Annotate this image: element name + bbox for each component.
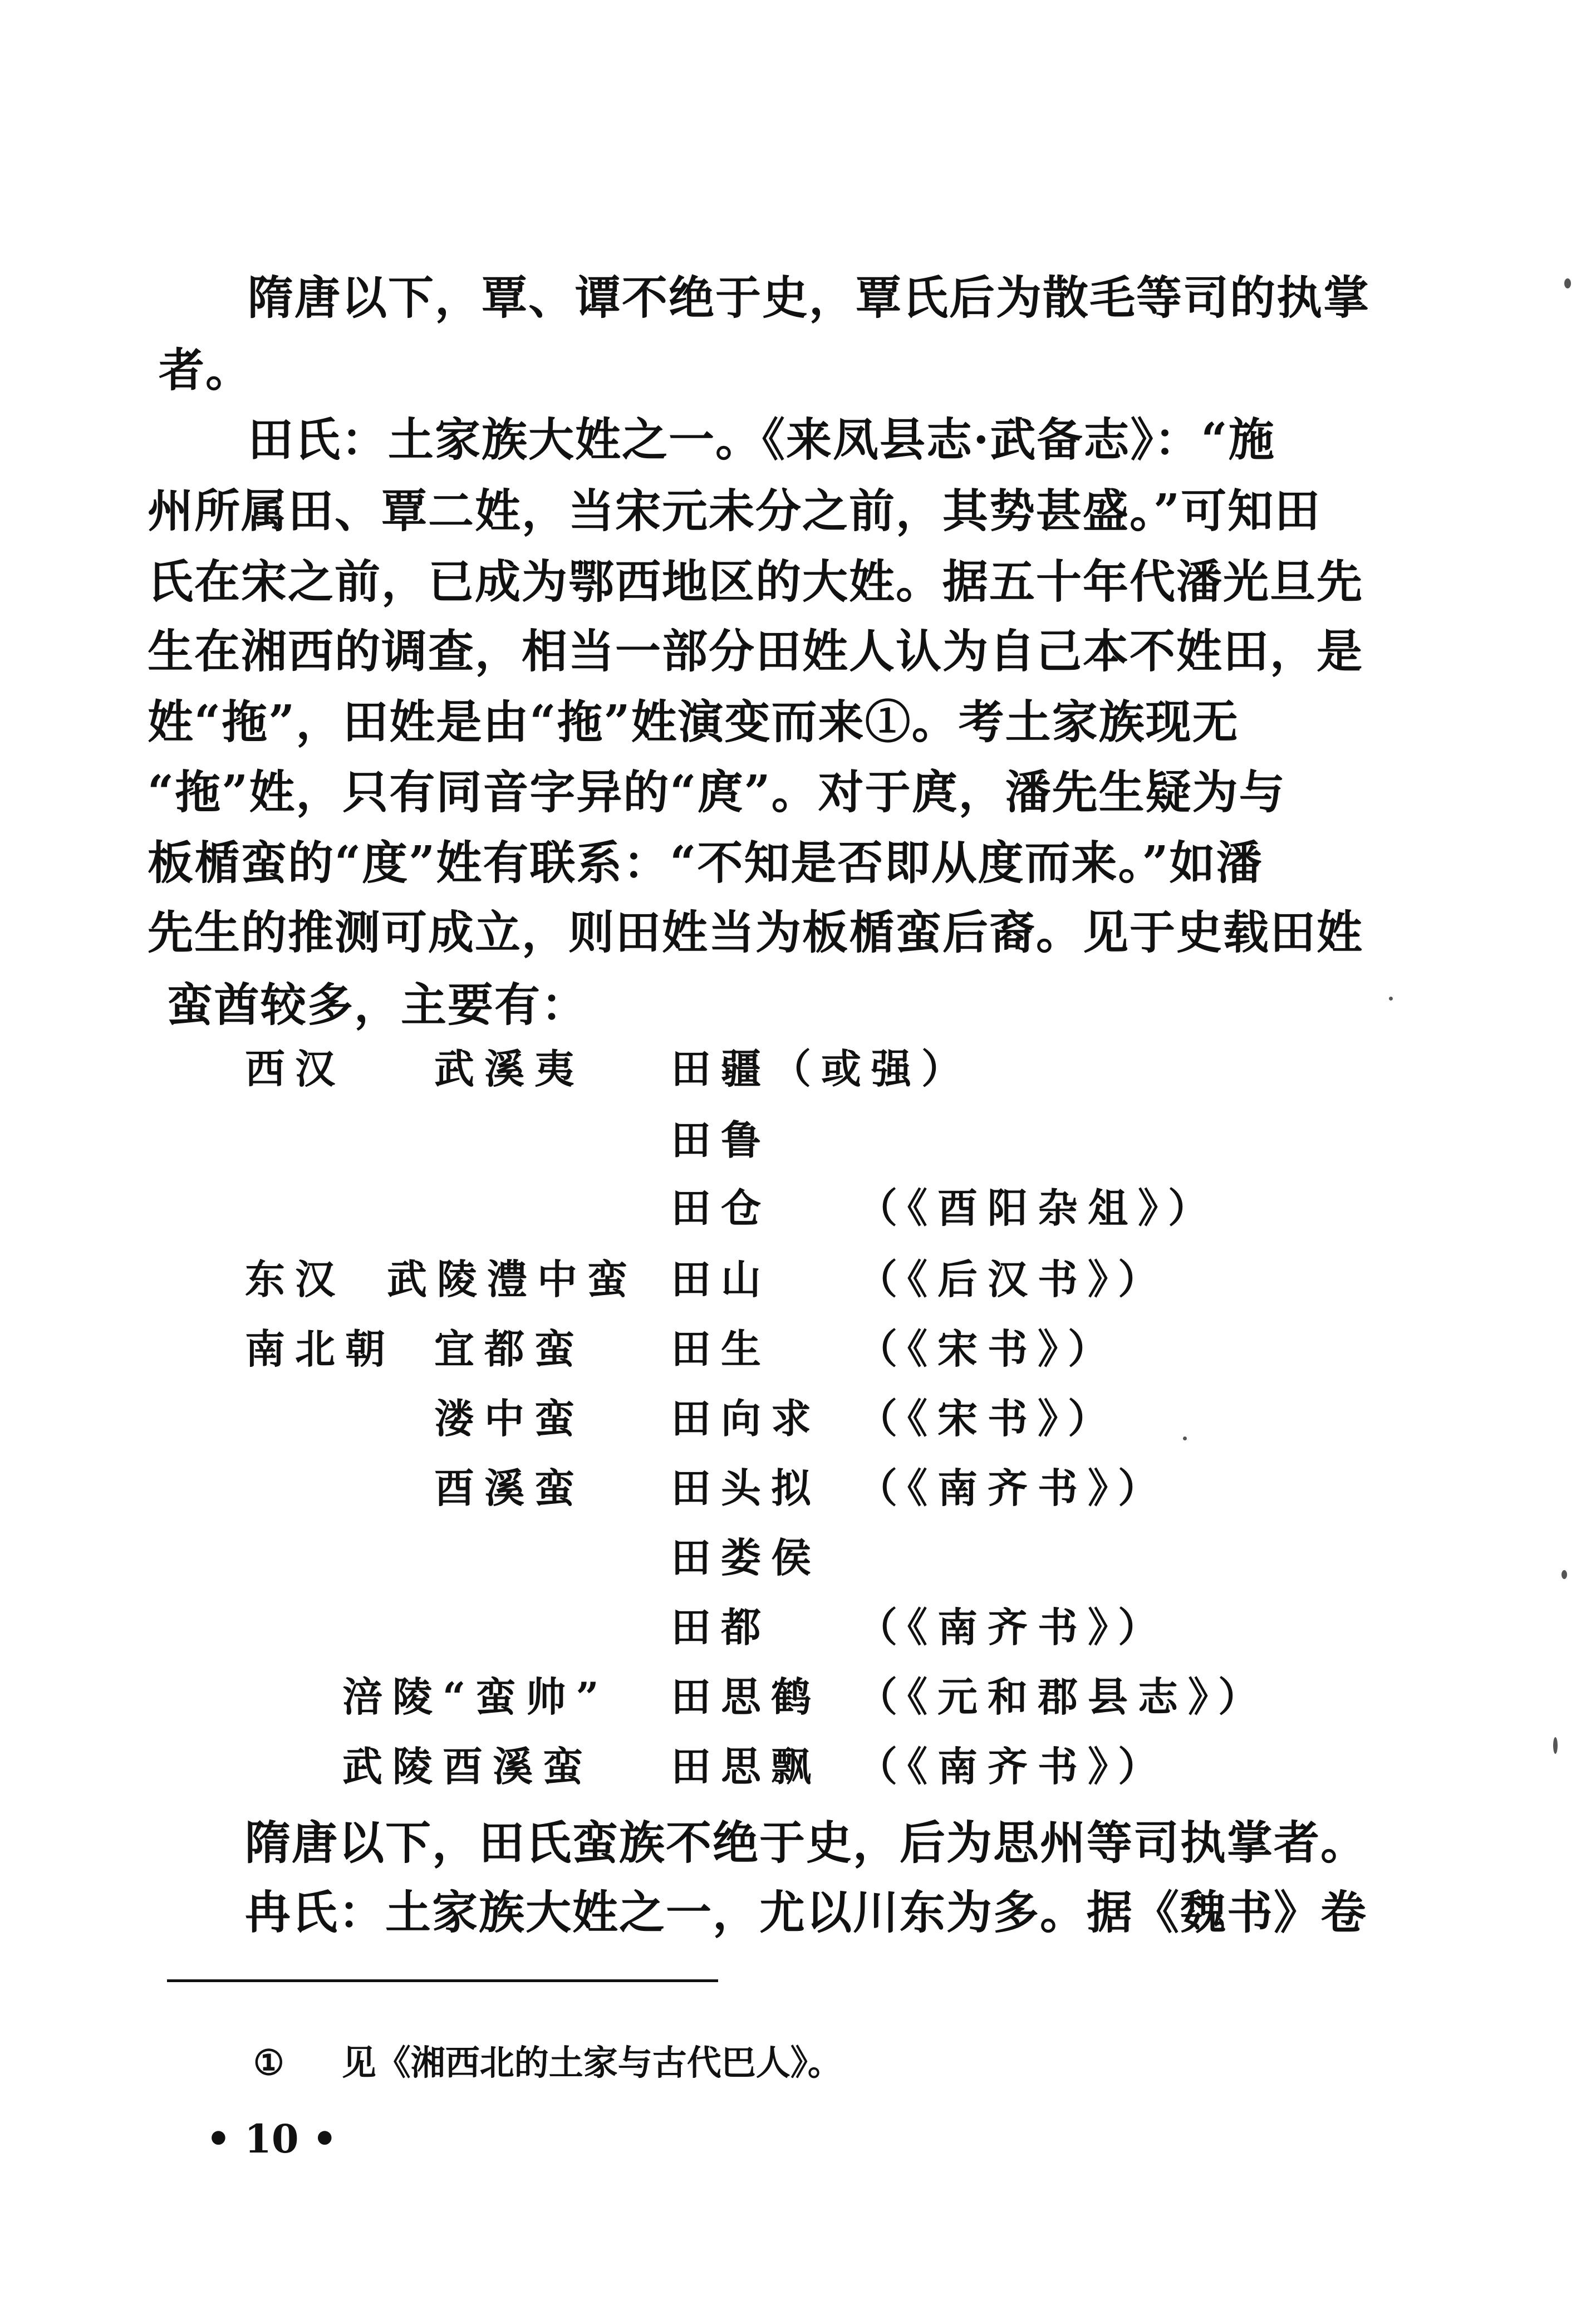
text-line: 田氏：土家族大姓之一。《来凤县志·武备志》：“施 bbox=[248, 413, 1275, 467]
footnote-mark: ① bbox=[253, 2042, 284, 2083]
footnote-divider bbox=[167, 1979, 718, 1982]
name-cell: 田生 bbox=[671, 1325, 772, 1372]
name-cell: 田娄侯 bbox=[671, 1534, 822, 1581]
text-line: 先生的推测可成立，则田姓当为板楯蛮后裔。见于史载田姓 bbox=[148, 906, 1364, 959]
source-cell: （《南齐书》） bbox=[857, 1743, 1168, 1790]
group-cell: 宜都蛮 bbox=[434, 1325, 585, 1372]
text-line: 氏在宋之前，已成为鄂西地区的大姓。据五十年代潘光旦先 bbox=[148, 555, 1364, 609]
group-cell: 武陵澧中蛮 bbox=[387, 1256, 638, 1303]
source-cell: （《宋书》） bbox=[857, 1395, 1118, 1442]
scan-speck bbox=[1561, 1570, 1567, 1579]
scan-speck bbox=[1183, 1436, 1187, 1440]
source-cell: （《后汉书》） bbox=[857, 1256, 1168, 1303]
era-cell: 南北朝 bbox=[245, 1325, 396, 1372]
scan-speck bbox=[1564, 278, 1571, 288]
text-line: 者。 bbox=[159, 344, 253, 397]
name-cell: 田思鹤 bbox=[671, 1673, 822, 1720]
scan-speck bbox=[1553, 1737, 1558, 1754]
text-line: 隋唐以下，覃、谭不绝于史，覃氏后为散毛等司的执掌 bbox=[248, 271, 1371, 325]
text-line: 生在湘西的调查，相当一部分田姓人认为自己本不姓田，是 bbox=[148, 625, 1364, 678]
name-cell: 田山 bbox=[671, 1256, 772, 1303]
name-cell: 田仓 bbox=[671, 1184, 772, 1232]
source-cell: （《南齐书》） bbox=[857, 1604, 1168, 1651]
text-line: 冉氏：土家族大姓之一，尤以川东为多。据《魏书》卷 bbox=[245, 1886, 1368, 1939]
name-cell: 田都 bbox=[671, 1604, 772, 1651]
source-cell: （《南齐书》） bbox=[857, 1464, 1168, 1512]
group-cell: 酉溪蛮 bbox=[434, 1464, 585, 1512]
group-cell: 涪陵“蛮帅” bbox=[342, 1673, 609, 1720]
text-line: 姓“拖”，田姓是由“拖”姓演变而来①。考土家族现无 bbox=[148, 695, 1239, 749]
text-line: 隋唐以下，田氏蛮族不绝于史，后为思州等司执掌者。 bbox=[245, 1816, 1368, 1870]
text-line: 板楯蛮的“度”姓有联系：“不知是否即从度而来。”如潘 bbox=[148, 836, 1263, 890]
source-cell: （《酉阳杂俎》） bbox=[857, 1184, 1219, 1232]
footnote-text: 见《湘西北的土家与古代巴人》。 bbox=[341, 2042, 842, 2083]
text-line: “拖”姓，只有同音字异的“庹”。对于庹，潘先生疑为与 bbox=[148, 766, 1286, 819]
group-cell: 武陵酉溪蛮 bbox=[342, 1743, 593, 1790]
name-cell: 田鲁 bbox=[671, 1116, 772, 1164]
source-cell: （《宋书》） bbox=[857, 1325, 1118, 1372]
group-cell: 武溪夷 bbox=[434, 1045, 585, 1092]
name-cell: 田思飘 bbox=[671, 1743, 822, 1790]
era-cell: 东汉 bbox=[245, 1256, 346, 1303]
footnote bbox=[253, 2035, 842, 2085]
text-line: 州所属田、覃二姓，当宋元未分之前，其势甚盛。”可知田 bbox=[148, 484, 1322, 538]
source-cell: （《元和郡县志》） bbox=[857, 1673, 1269, 1720]
text-line: 蛮酋较多，主要有： bbox=[167, 978, 588, 1032]
name-cell: 田疆（或强） bbox=[671, 1045, 972, 1092]
era-cell: 西汉 bbox=[245, 1045, 346, 1092]
page-number: • 10 • bbox=[206, 2116, 337, 2162]
name-cell: 田向求 bbox=[671, 1395, 822, 1442]
scan-speck bbox=[1389, 997, 1393, 1001]
group-cell: 溇中蛮 bbox=[434, 1395, 585, 1442]
name-cell: 田头拟 bbox=[671, 1464, 822, 1512]
